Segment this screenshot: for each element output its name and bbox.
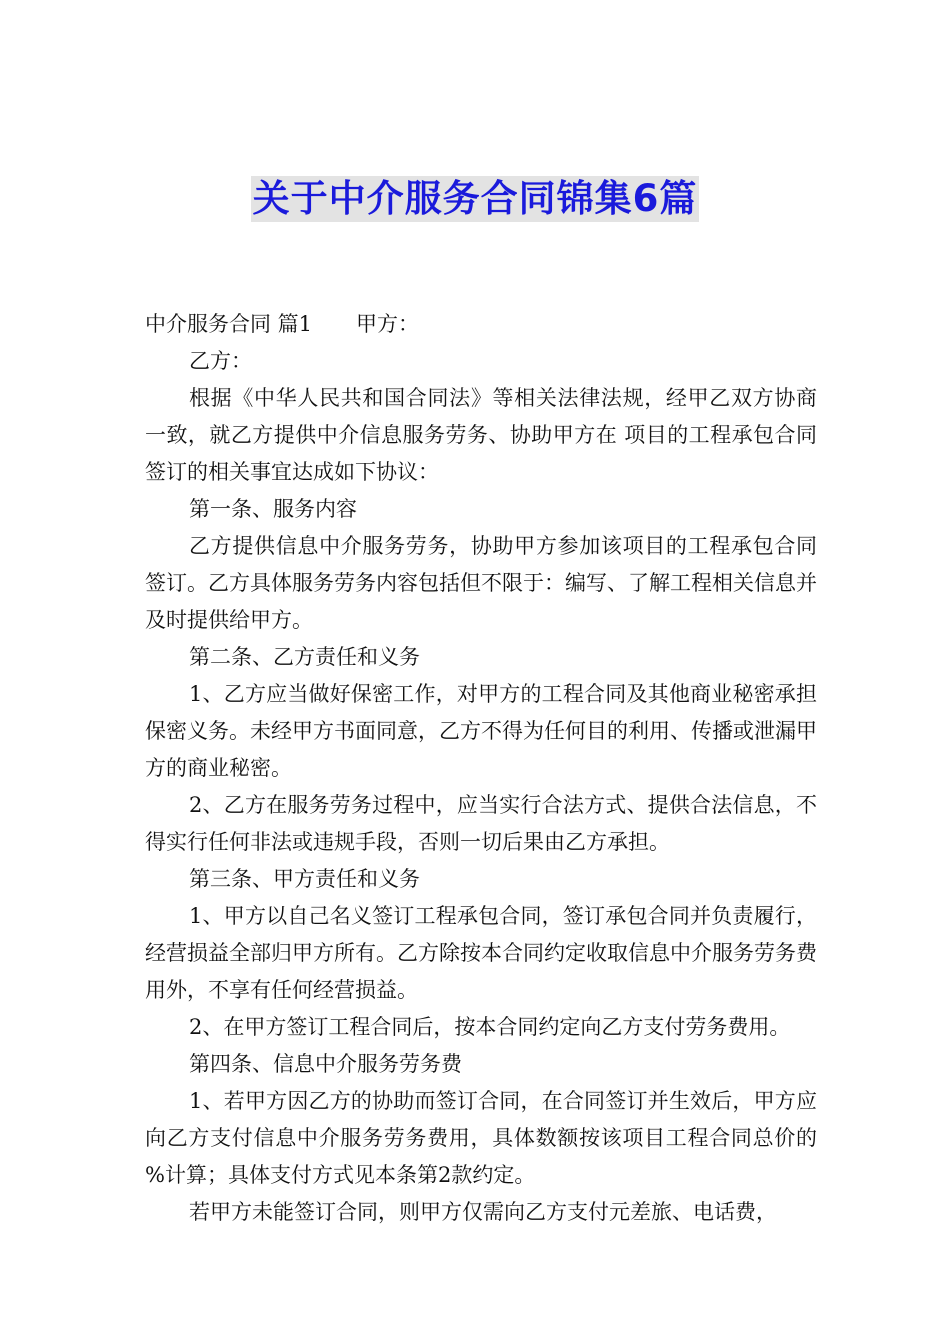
article-4-item-1: 1、若甲方因乙方的协助而签订合同，在合同签订并生效后，甲方应向乙方支付信息中介服务劳务费用，具体数额按该项目工程合同总价的 %计算；具体支付方式见本条第2款约定。 xyxy=(145,1089,817,1187)
article-3-heading: 第三条、甲方责任和义务 xyxy=(189,867,420,891)
article-1-heading: 第一条、服务内容 xyxy=(189,497,357,521)
article-2-item-2: 2、乙方在服务劳务过程中，应当实行合法方式、提供合法信息，不得实行任何非法或违规手段，否则一切后果由乙方承担。 xyxy=(145,793,817,854)
article-2-item-1: 1、乙方应当做好保密工作，对甲方的工程合同及其他商业秘密承担保密义务。未经甲方书面同意，乙方不得为任何目的利用、传播或泄漏甲方的商业秘密。 xyxy=(145,682,817,780)
section-heading: 中介服务合同 篇1 xyxy=(145,312,313,336)
section-heading-line xyxy=(145,306,817,343)
title-container xyxy=(0,176,950,222)
article-3-item-2: 2、在甲方签订工程合同后，按本合同约定向乙方支付劳务费用。 xyxy=(189,1015,791,1039)
document-title: 关于中介服务合同锦集6篇 xyxy=(252,177,698,220)
document-body xyxy=(145,306,817,1231)
article-1-body: 乙方提供信息中介服务劳务，协助甲方参加该项目的工程承包合同签订。乙方具体服务劳务内容包括但不限于：编写、了解工程相关信息并及时提供给甲方。 xyxy=(145,534,817,632)
article-3-item-1: 1、甲方以自己名义签订工程承包合同，签订承包合同并负责履行，经营损益全部归甲方所有。乙方除按本合同约定收取信息中介服务劳务费用外，不享有任何经营损益。 xyxy=(145,904,817,1002)
article-2-heading: 第二条、乙方责任和义务 xyxy=(189,645,420,669)
article-4-item-2: 若甲方未能签订合同，则甲方仅需向乙方支付元差旅、电话费， xyxy=(189,1200,777,1224)
party-a-label: 甲方： xyxy=(356,312,420,336)
paragraph-preamble: 根据《中华人民共和国合同法》等相关法律法规，经甲乙双方协商一致，就乙方提供中介信息服务劳务、协助甲方在 项目的工程承包合同签订的相关事宜达成如下协议： xyxy=(145,386,817,484)
article-4-heading: 第四条、信息中介服务劳务费 xyxy=(189,1052,462,1076)
party-b-label: 乙方： xyxy=(189,349,252,373)
